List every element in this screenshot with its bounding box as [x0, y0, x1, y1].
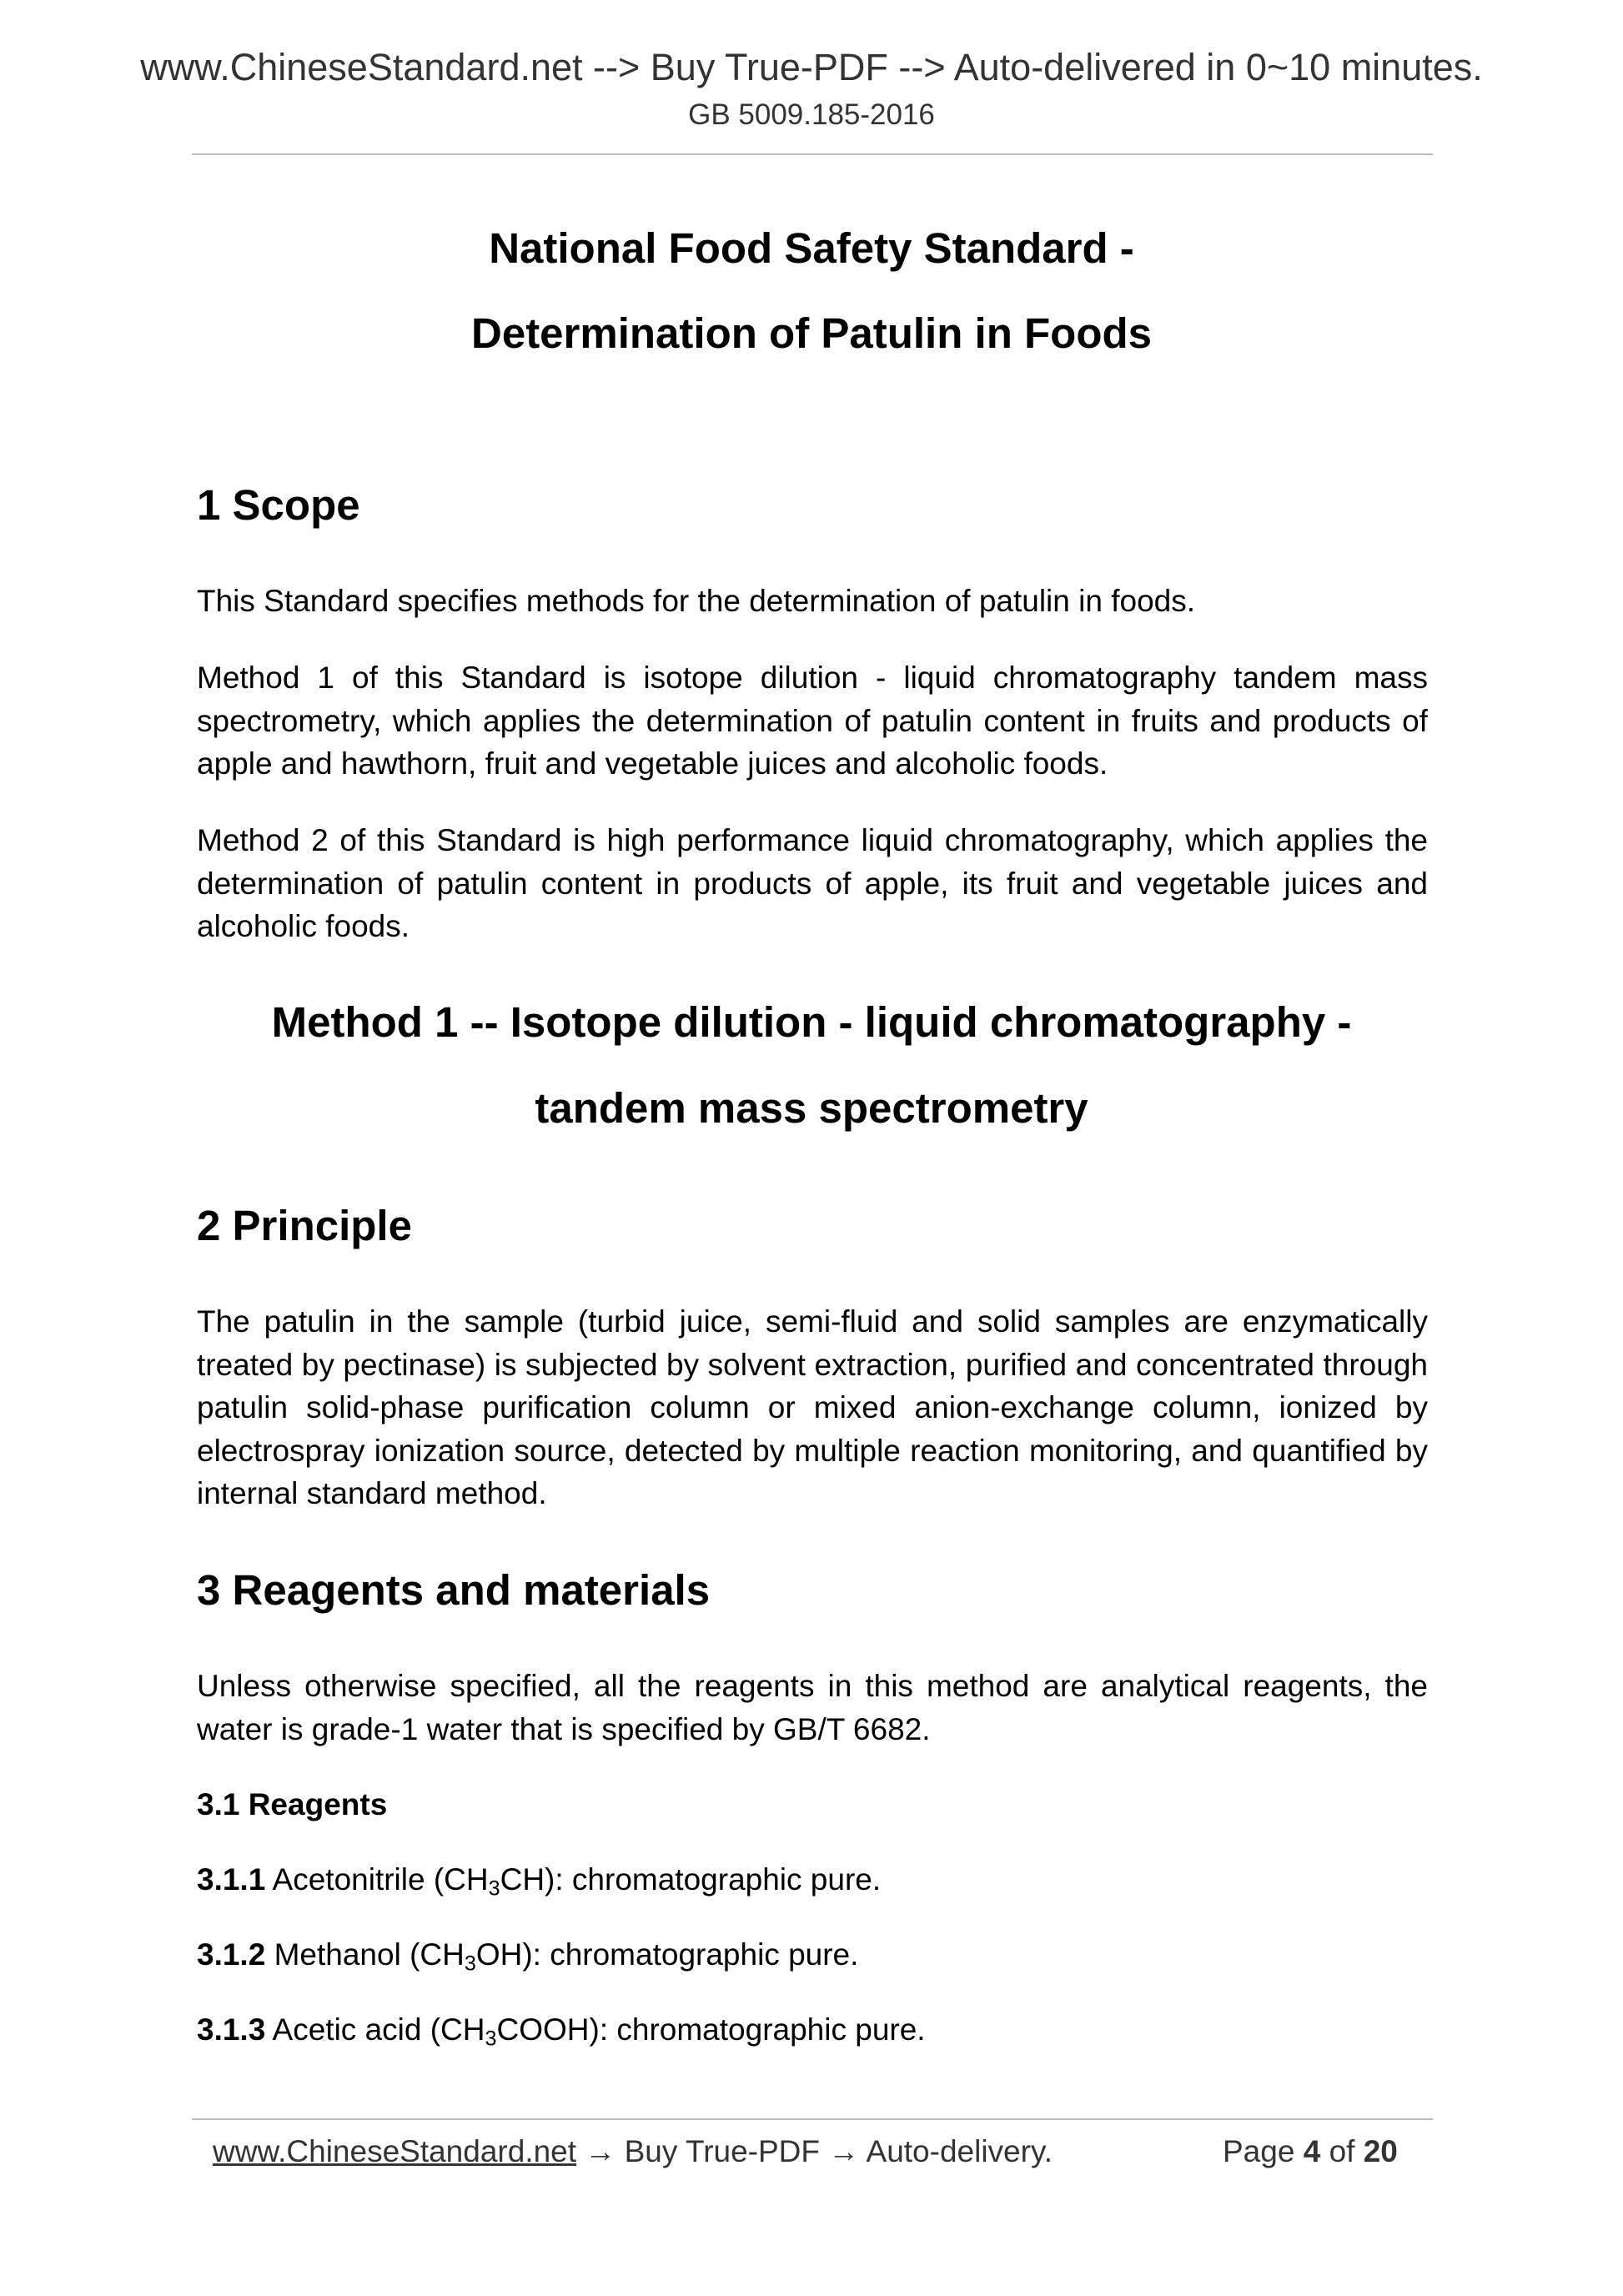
- reagent-item-number: 3.1.2: [197, 1937, 266, 1972]
- reagents-intro-paragraph: Unless otherwise specified, all the reagents in this method are analytical reagents, the water is grade-1 water that is specified by GB/T 6682.: [197, 1669, 1428, 1746]
- scope-paragraph-3: Method 2 of this Standard is high performance liquid chromatography, which applies the determination of patulin content in products of apple, its fruit and vegetable juices and alcoholic foods.: [197, 823, 1428, 943]
- reagent-item-text-end: COOH): chromatographic pure.: [496, 2012, 926, 2047]
- section-heading-reagents-and-materials: 3 Reagents and materials: [197, 1566, 711, 1614]
- reagent-item: [197, 1858, 881, 1902]
- reagent-item-subscript: 3: [488, 1876, 500, 1901]
- reagent-item-number: 3.1.3: [197, 2012, 266, 2047]
- section-heading-principle: 2 Principle: [197, 1202, 412, 1249]
- scope-paragraph-1: This Standard specifies methods for the determination of patulin in foods.: [197, 584, 1196, 618]
- header-banner: www.ChineseStandard.net --> Buy True-PDF --> Auto-delivered in 0~10 minutes.: [140, 46, 1483, 88]
- footer-divider: [192, 2118, 1433, 2120]
- total-pages-number: 20: [1363, 2134, 1398, 2168]
- subsection-heading-reagents: 3.1 Reagents: [197, 1787, 388, 1821]
- reagent-item-subscript: 3: [464, 1952, 476, 1976]
- method-1-title-line-1: Method 1 -- Isotope dilution - liquid chromatography -: [271, 998, 1352, 1046]
- scope-paragraph-2: Method 1 of this Standard is isotope dilution - liquid chromatography tandem mass spectrometry, which applies the determination of patulin content in fruits and products of apple and hawthorn, fruit and vegetable juices and alcoholic foods.: [197, 661, 1428, 781]
- reagent-item-text: Acetic acid (CH: [265, 2012, 485, 2047]
- footer-website-link[interactable]: www.ChineseStandard.net: [213, 2134, 577, 2168]
- document-title-line-1: National Food Safety Standard -: [489, 224, 1134, 272]
- principle-paragraph: The patulin in the sample (turbid juice, semi-fluid and solid samples are enzymatically treated by pectinase) is subjected by solvent extraction, purified and concentrated through patulin solid-phase purification column or mixed anion-exchange column, ionized by electrospray ionization source, detected by multiple reaction monitoring, and quantified by internal standard method.: [197, 1304, 1428, 1510]
- reagent-item-text-end: CH): chromatographic pure.: [500, 1862, 882, 1897]
- footer-promo: [213, 2132, 1053, 2172]
- reagent-item: [197, 1933, 858, 1977]
- header-divider: [192, 153, 1433, 155]
- section-heading-scope: 1 Scope: [197, 481, 360, 529]
- reagent-item: [197, 2008, 926, 2052]
- current-page-number: 4: [1303, 2134, 1321, 2168]
- reagent-item-text-end: OH): chromatographic pure.: [475, 1937, 859, 1972]
- reagent-item-subscript: 3: [485, 2027, 497, 2051]
- page-of-label: of: [1329, 2134, 1355, 2168]
- reagent-item-text: Acetonitrile (CH: [265, 1862, 489, 1897]
- footer-promo-text: → Buy True-PDF → Auto-delivery.: [576, 2134, 1053, 2168]
- reagent-item-text: Methanol (CH: [265, 1937, 465, 1972]
- page-indicator: [1223, 2132, 1398, 2172]
- method-1-title-line-2: tandem mass spectrometry: [535, 1084, 1088, 1132]
- page-label: Page: [1223, 2134, 1295, 2168]
- document-number: GB 5009.185-2016: [688, 98, 935, 131]
- document-title-line-2: Determination of Patulin in Foods: [471, 309, 1152, 357]
- reagent-item-number: 3.1.1: [197, 1862, 266, 1897]
